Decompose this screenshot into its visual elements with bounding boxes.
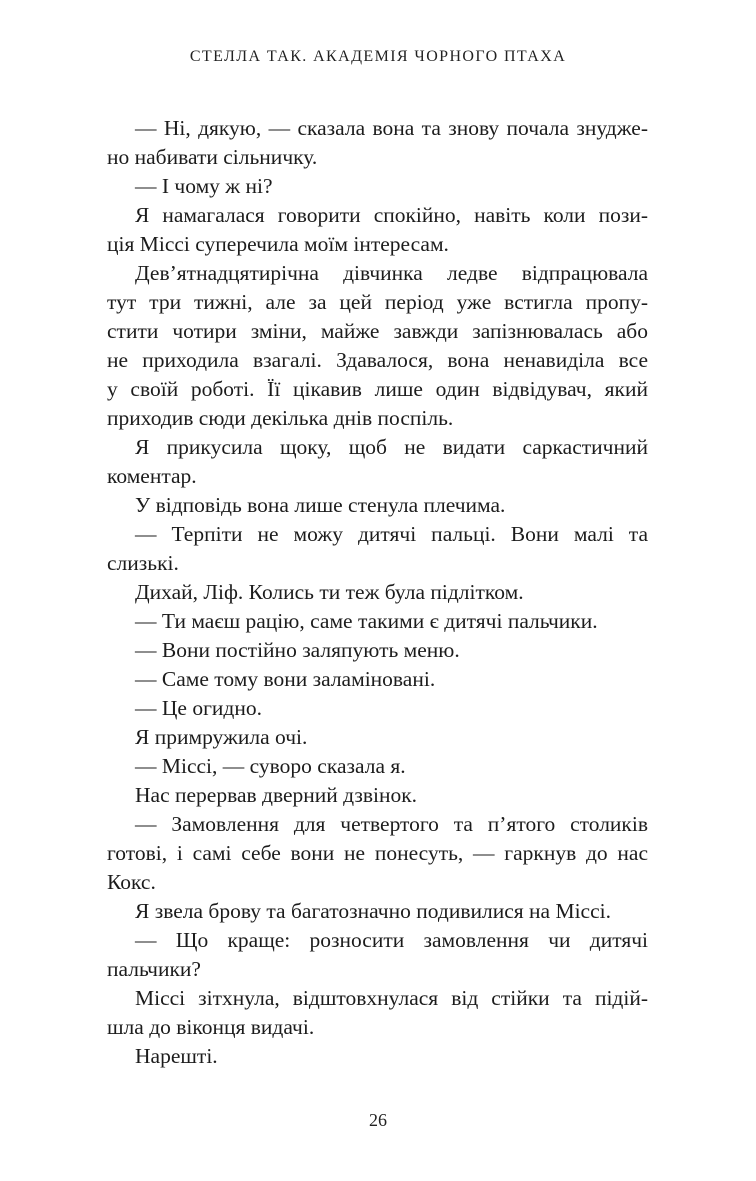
text-line: Нарешті.	[135, 1044, 218, 1068]
text-line: Дев’ятнадцятирічна дівчинка ледве відпрацювала	[135, 261, 648, 285]
paragraph	[107, 665, 648, 694]
paragraph	[107, 636, 648, 665]
text-line: — Ти маєш рацію, саме такими є дитячі пальчики.	[135, 609, 598, 633]
text-line: — Терпіти не можу дитячі пальці. Вони малі та	[135, 522, 648, 546]
paragraph	[107, 114, 648, 172]
text-line: Дихай, Ліф. Колись ти теж була підлітком.	[135, 580, 524, 604]
text-line: — Саме тому вони заламіновані.	[135, 667, 436, 691]
paragraph	[107, 433, 648, 491]
paragraph	[107, 810, 648, 897]
text-line: стити чотири зміни, майже завжди запізнювалась або	[107, 319, 648, 343]
text-line: коментар.	[107, 464, 197, 488]
text-line: приходив сюди декілька днів поспіль.	[107, 406, 454, 430]
paragraph	[107, 1042, 648, 1071]
running-header: СТЕЛЛА ТАК. АКАДЕМІЯ ЧОРНОГО ПТАХА	[189, 48, 567, 65]
text-line: Я прикусила щоку, щоб не видати саркастичний	[135, 435, 648, 459]
paragraph	[107, 201, 648, 259]
text-line: шла до віконця видачі.	[107, 1015, 315, 1039]
paragraph	[107, 520, 648, 578]
body-text	[107, 114, 648, 1071]
text-line: — Вони постійно заляпують меню.	[135, 638, 460, 662]
text-line: — Що краще: розносити замовлення чи дитячі	[135, 928, 648, 952]
text-line: но набивати сільничку.	[107, 145, 318, 169]
paragraph	[107, 578, 648, 607]
paragraph	[107, 723, 648, 752]
text-line: Я звела брову та багатозначно подивилися на Міссі.	[135, 899, 611, 923]
text-line: — Ні, дякую, — сказала вона та знову почала знудже-	[135, 116, 648, 140]
text-line: пальчики?	[107, 957, 201, 981]
paragraph	[107, 897, 648, 926]
paragraph	[107, 607, 648, 636]
paragraph	[107, 259, 648, 433]
text-line: Міссі зітхнула, відштовхнулася від стійки та підій-	[135, 986, 648, 1010]
text-line: готові, і самі себе вони не понесуть, — гаркнув до нас	[107, 841, 648, 865]
paragraph	[107, 694, 648, 723]
text-line: слизькі.	[107, 551, 179, 575]
text-line: Кокс.	[107, 870, 156, 894]
text-line: — Це огидно.	[135, 696, 262, 720]
paragraph	[107, 752, 648, 781]
text-line: Я намагалася говорити спокійно, навіть коли пози-	[135, 203, 648, 227]
text-line: у своїй роботі. Її цікавив лише один відвідувач, який	[107, 377, 648, 401]
text-line: Нас перервав дверний дзвінок.	[135, 783, 418, 807]
text-line: У відповідь вона лише стенула плечима.	[135, 493, 506, 517]
paragraph	[107, 984, 648, 1042]
paragraph	[107, 781, 648, 810]
text-line: Я примружила очі.	[135, 725, 308, 749]
text-line: — І чому ж ні?	[135, 174, 273, 198]
paragraph	[107, 172, 648, 201]
text-line: тут три тижні, але за цей період уже встигла пропу-	[107, 290, 648, 314]
text-line: не приходила взагалі. Здавалося, вона ненавиділа все	[107, 348, 648, 372]
page-number: 26	[369, 1110, 387, 1130]
paragraph	[107, 491, 648, 520]
text-line: ція Міссі суперечила моїм інтересам.	[107, 232, 449, 256]
paragraph	[107, 926, 648, 984]
text-line: — Замовлення для четвертого та п’ятого столиків	[135, 812, 648, 836]
text-line: — Міссі, — суворо сказала я.	[135, 754, 406, 778]
